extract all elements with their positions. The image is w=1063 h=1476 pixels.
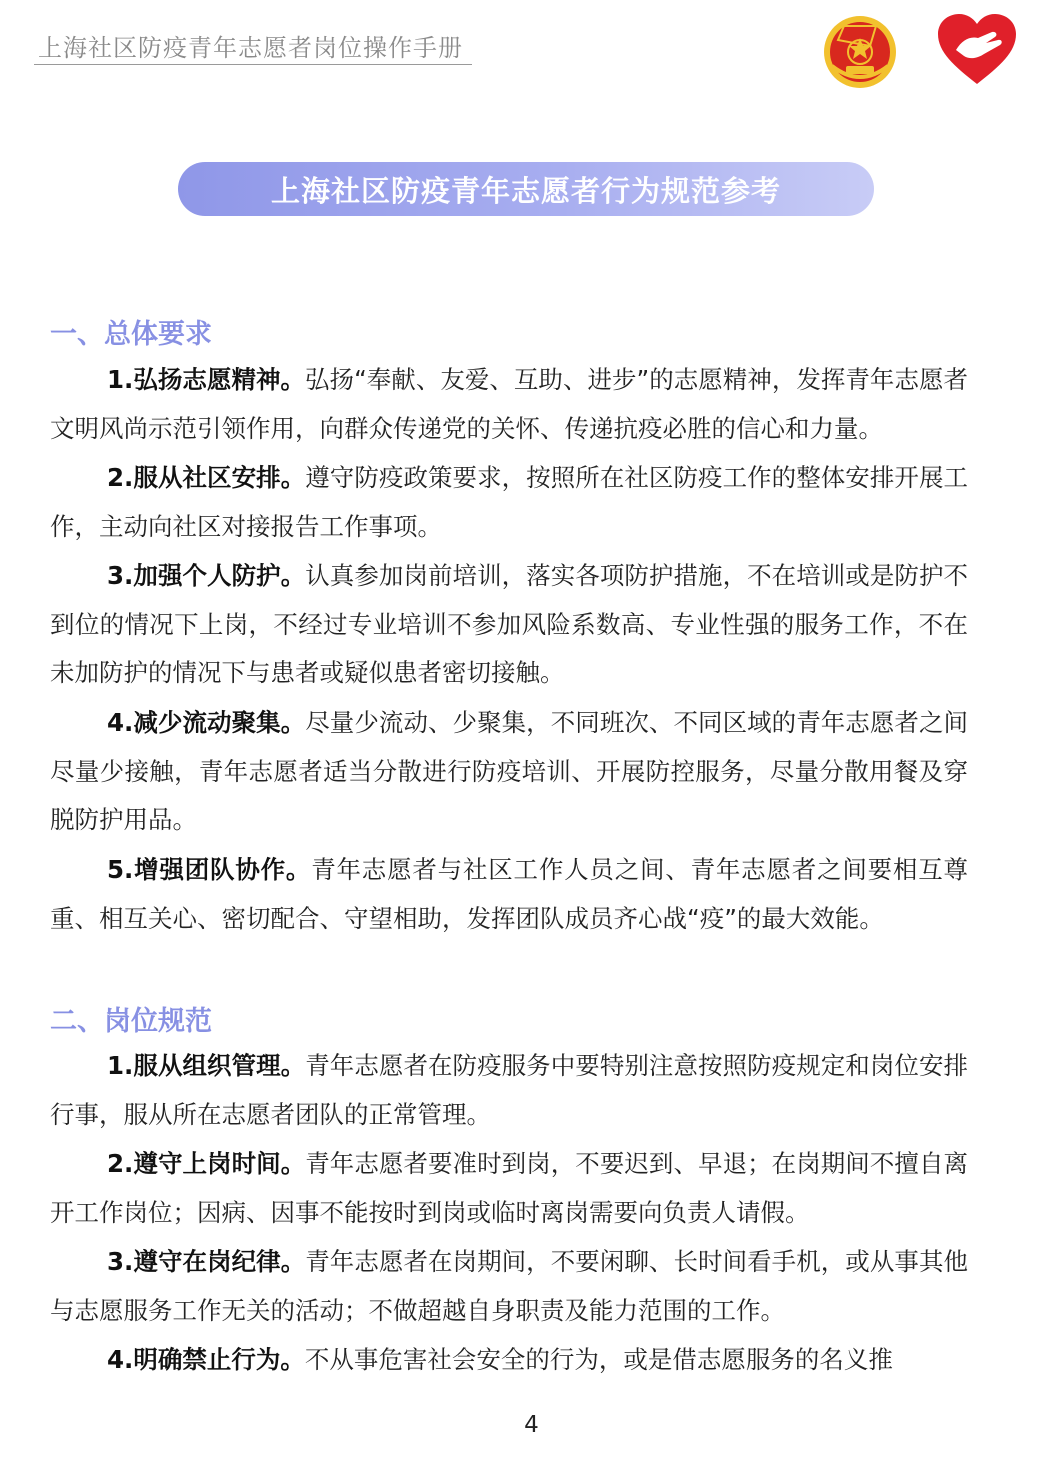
paragraph-item: [50, 1336, 968, 1385]
item-text: 弘扬“奉献、友爱、互助、进步”的志愿精神，发挥青年志愿者文明风尚示范引领作用，向群众传递党的关怀、传递抗疫必胜的信心和力量。: [50, 365, 968, 443]
page-title-banner: [178, 162, 874, 216]
paragraph-item: [50, 454, 968, 551]
item-label: 5.增强团队协作。: [107, 855, 312, 884]
volunteer-heart-icon: [934, 12, 1020, 88]
header-title: 上海社区防疫青年志愿者岗位操作手册: [38, 34, 463, 62]
header-divider: [34, 64, 472, 65]
item-text: 青年志愿者在岗期间，不要闲聊、长时间看手机，或从事其他与志愿服务工作无关的活动；不做超越自身职责及能力范围的工作。: [50, 1247, 969, 1325]
section-heading-general: 一、总体要求: [50, 319, 212, 350]
item-text: 青年志愿者要准时到岗，不要迟到、早退；在岗期间不擅自离开工作岗位；因病、因事不能按时到岗或临时离岗需要向负责人请假。: [50, 1149, 969, 1227]
page-number: 4: [524, 1412, 539, 1438]
youth-league-emblem-icon: [818, 8, 902, 92]
item-text: 遵守防疫政策要求，按照所在社区防疫工作的整体安排开展工作，主动向社区对接报告工作事项。: [50, 463, 969, 541]
item-text: 青年志愿者与社区工作人员之间、青年志愿者之间要相互尊重、相互关心、密切配合、守望相助，发挥团队成员齐心战“疫”的最大效能。: [50, 855, 969, 933]
paragraph-item: [50, 846, 968, 943]
section-heading-post: 二、岗位规范: [50, 1006, 212, 1037]
paragraph-item: [50, 699, 968, 845]
item-text: 认真参加岗前培训，落实各项防护措施，不在培训或是防护不到位的情况下上岗，不经过专业培训不参加风险系数高、专业性强的服务工作，不在未加防护的情况下与患者或疑似患者密切接触。: [50, 561, 969, 687]
page-title: 上海社区防疫青年志愿者行为规范参考: [270, 173, 781, 208]
paragraph-item: [50, 1042, 968, 1139]
item-label: 4.明确禁止行为。: [107, 1345, 305, 1374]
item-label: 1.服从组织管理。: [107, 1051, 306, 1080]
item-label: 2.遵守上岗时间。: [107, 1149, 306, 1178]
item-label: 1.弘扬志愿精神。: [107, 365, 306, 394]
item-label: 2.服从社区安排。: [107, 463, 306, 492]
item-text: 青年志愿者在防疫服务中要特别注意按照防疫规定和岗位安排行事，服从所在志愿者团队的正常管理。: [50, 1051, 969, 1129]
paragraph-item: [50, 552, 968, 698]
paragraph-item: [50, 1238, 968, 1335]
item-text: 尽量少流动、少聚集，不同班次、不同区域的青年志愿者之间尽量少接触，青年志愿者适当分散进行防疫培训、开展防控服务，尽量分散用餐及穿脱防护用品。: [50, 708, 969, 834]
item-text: 不从事危害社会安全的行为，或是借志愿服务的名义推: [304, 1345, 893, 1374]
paragraph-item: [50, 356, 968, 453]
item-label: 4.减少流动聚集。: [107, 708, 306, 737]
item-label: 3.加强个人防护。: [107, 561, 306, 590]
item-label: 3.遵守在岗纪律。: [107, 1247, 306, 1276]
paragraph-item: [50, 1140, 968, 1237]
